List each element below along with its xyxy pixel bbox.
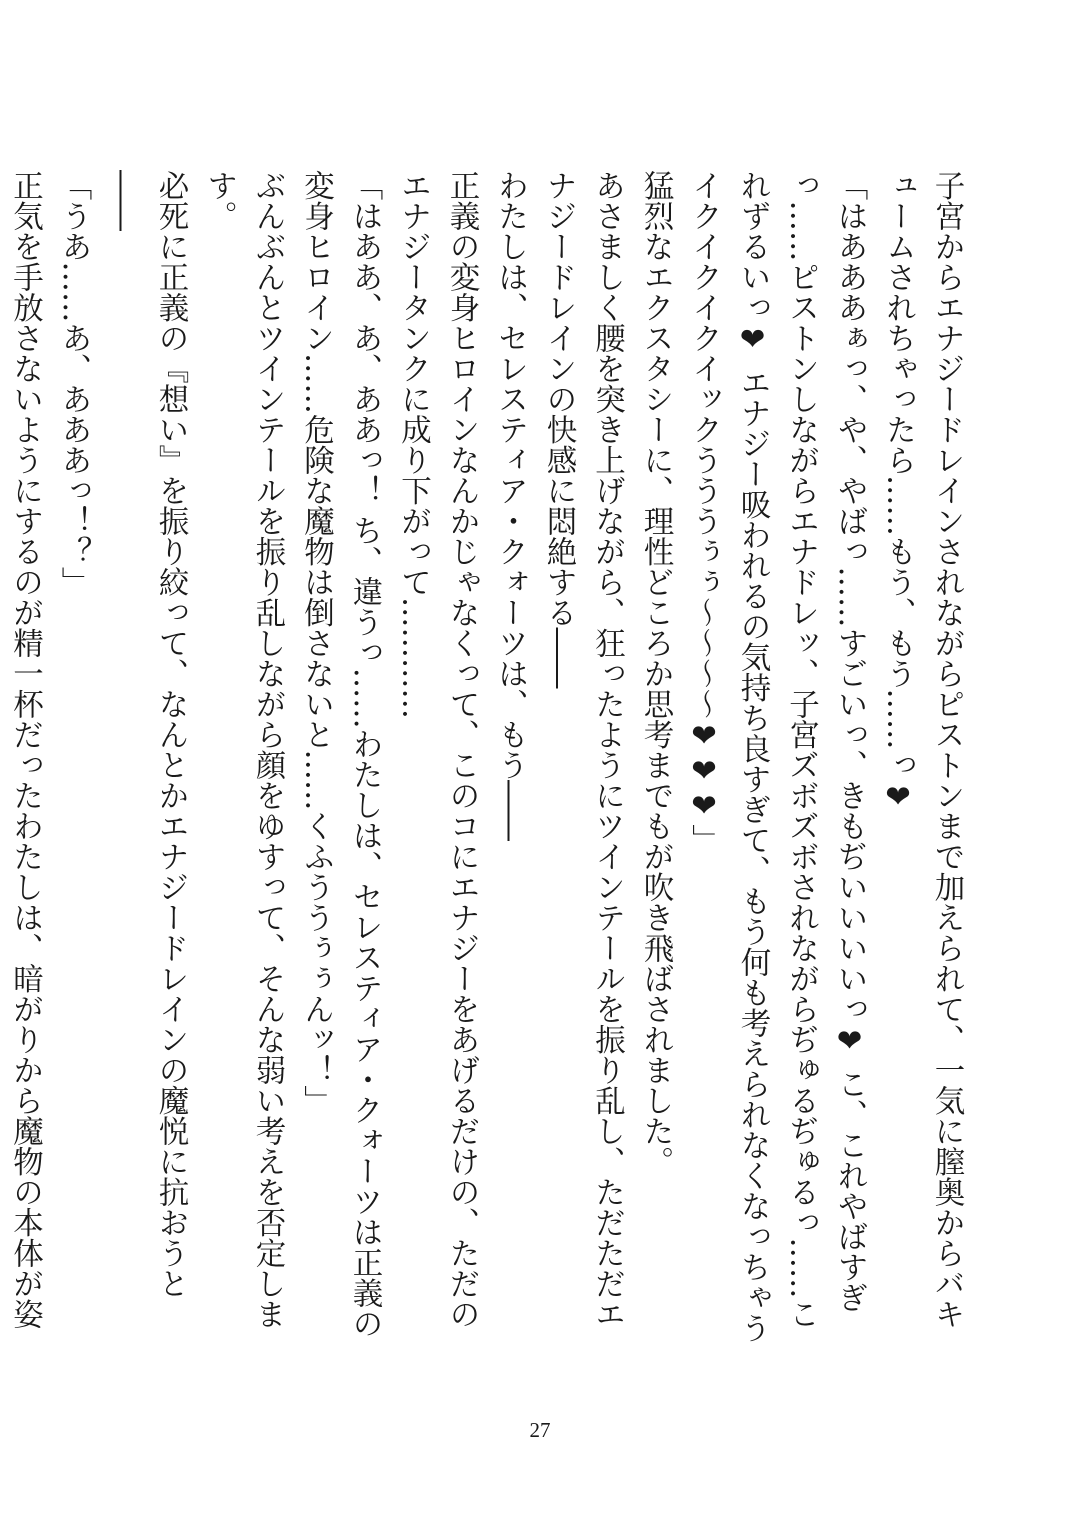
paragraph: 必死に正義の『想い』を振り絞って、なんとかエナジードレインの魔悦に抗おうと――	[104, 170, 188, 1299]
paragraph: あさましく腰を突き上げながら、狂ったようにツインテールを振り乱し、ただただエナジードレインの快感に悶絶する――	[541, 170, 625, 1329]
paragraph: 「うあ……あ、あああっ！？」	[56, 170, 91, 597]
paragraph: 「はああ、あ、ああっ！ ち、違うっ……わたしは、セレスティア・クォーツは正義の変身ヒロイン……危険な魔物は倒さないと……くふううぅぅんッ！」	[298, 170, 382, 1339]
paragraph: 子宮からエナジードレインされながらピストンまで加えられて、一気に膣奥からバキュームされちゃったら……もう、もう……っ❤	[880, 170, 964, 1329]
paragraph: 正気を手放さないようにするのが精一杯だったわたしは、暗がりから魔物の本体が姿	[7, 170, 43, 1329]
paragraph: 正義の変身ヒロインなんかじゃなくって、このコにエナジーをあげるだけの、ただのエナジータンクに成り下がって…………	[395, 170, 479, 1329]
paragraph: ぶんぶんとツインテールを振り乱しながら顔をゆすって、そんな弱い考えを否定します。	[201, 170, 285, 1329]
paragraph: わたしは、セレスティア・クォーツは、もう――	[492, 170, 528, 841]
paragraph: 猛烈なエクスタシーに、理性どころか思考までもが吹き飛ばされました。	[638, 170, 673, 1177]
vertical-text-body	[7, 170, 970, 1350]
paragraph: 「はあああぁっ、や、やばっ……すごいっ、きもぢいいいいっ❤ こ、これやばすぎっ……ピストンしながらエナドレッ、子宮ズボズボされながらぢゅるぢゅるっ……これずるいっ❤ エナジー吸われるの気持ち良すぎて、もう何も考えられなくなっちゃうイクイクイクイックうううぅぅ～～～～❤❤❤」	[686, 170, 867, 1344]
page-number: 27	[529, 1418, 551, 1442]
